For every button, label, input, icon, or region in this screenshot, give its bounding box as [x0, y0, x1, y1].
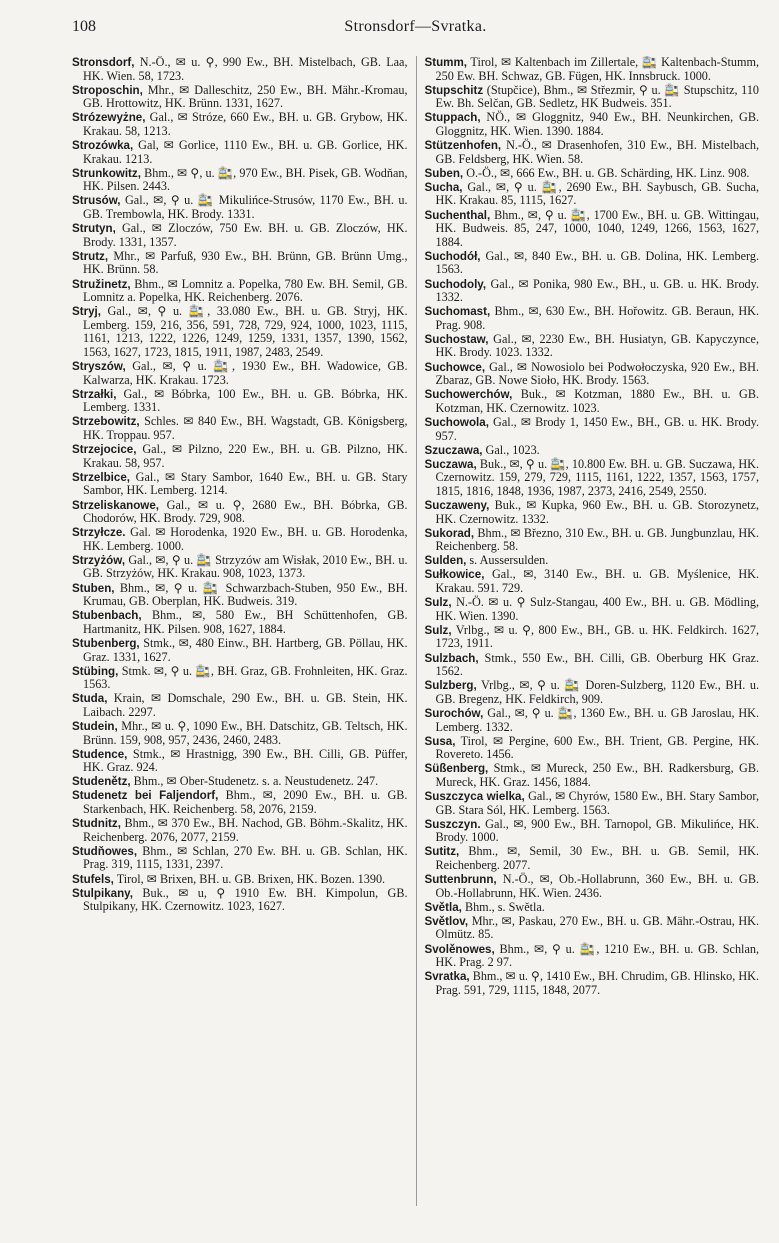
gazetteer-entry: [72, 873, 408, 887]
gazetteer-entry: [72, 250, 408, 277]
entry-text: Gal., ✉ Pilzno, 220 Ew., BH. u. GB. Pilzno, HK. Krakau. 58, 957.: [83, 442, 408, 470]
entry-text: Bhm., ✉ Ober-Studenetz. s. a. Neustudenetz. 247.: [133, 774, 379, 789]
gazetteer-entry: [72, 887, 408, 914]
entry-text: Stmk., ✉ Hrastnigg, 390 Ew., BH. Cilli, GB. Püffer, HK. Graz. 924.: [83, 746, 408, 775]
entry-text: N.-Ö. ✉ u. ⚲ Sulz-Stangau, 400 Ew., BH. u. GB. Mödling, HK. Wien. 1390.: [435, 595, 759, 623]
entry-text: Buk., ✉, ⚲ u. 🚉, 10.800 Ew. BH. u. GB. Suczawa, HK. Czernowitz. 159, 279, 729, 1115, 1161, 1222, 1357, 1563, 1757, 1815, 1816, 1848, 1936, 1987, 2373, 2416, 2549, 2550.: [435, 456, 759, 498]
gazetteer-entry: [425, 56, 760, 83]
gazetteer-entry: [72, 526, 408, 553]
entry-text: Gal., ✉, ⚲ u. 🚉, 1360 Ew., BH. u. GB Jaroslau, HK. Lemberg. 1332.: [435, 705, 759, 734]
gazetteer-entry: [72, 111, 408, 138]
entry-text: Mhr., ✉ Parfuß, 930 Ew., BH. Brünn, GB. Brünn Umg., HK. Brünn. 58.: [83, 248, 408, 277]
gazetteer-entry: [425, 901, 760, 915]
entry-headword: Stubenberg,: [72, 636, 140, 650]
entry-text: N.-Ö., ✉ u. ⚲, 990 Ew., BH. Mistelbach, GB. Laa, HK. Wien. 58, 1723.: [83, 56, 408, 83]
gazetteer-entry: [72, 139, 408, 166]
entry-headword: Suszczyca wielka,: [424, 789, 525, 803]
gazetteer-entry: [425, 790, 760, 817]
gazetteer-entry: [425, 84, 760, 111]
entry-text: Buk., ✉ u, ⚲ 1910 Ew. BH. Kimpolun, GB. Stulpikany, HK. Czernowitz. 1023, 1627.: [83, 885, 408, 914]
entry-text: Gal., ✉ Ponika, 980 Ew., BH., u. GB. u. HK. Brody. 1332.: [435, 276, 759, 305]
entry-text: Stmk., 550 Ew., BH. Cilli, GB. Oberburg HK Graz. 1562.: [435, 650, 759, 679]
entry-text: Gal., ✉ Stary Sambor, 1640 Ew., BH. u. GB. Stary Sambor, HK. Lemberg. 1214.: [83, 469, 408, 498]
gazetteer-entry: [72, 443, 408, 470]
page-header: [72, 18, 759, 44]
entry-headword: Stuben,: [72, 581, 115, 595]
entry-headword: Stubenbach,: [72, 609, 142, 623]
gazetteer-entry: [425, 250, 760, 277]
gazetteer-entry: [72, 609, 408, 636]
entry-headword: Stumm,: [424, 56, 468, 69]
entry-text: Bhm., ✉ Schlan, 270 Ew. BH. u. GB. Schlan, HK. Prag. 319, 1115, 1331, 2397.: [83, 843, 408, 872]
entry-headword: Strózewyżne,: [72, 111, 146, 125]
entry-text: Gal., 1023.: [485, 442, 540, 457]
gazetteer-entry: [72, 56, 408, 83]
entry-text: Stmk., ✉ Mureck, 250 Ew., BH. Radkersburg, GB. Mureck, HK. Graz. 1456, 1884.: [435, 761, 759, 789]
entry-text: Bhm., ✉, 630 Ew., BH. Hořowitz. GB. Beraun, HK. Prag. 908.: [435, 304, 759, 332]
entry-text: Bhm., ✉ u. ⚲, 1410 Ew., BH. Chrudim, GB. Hlinsko, HK. Prag. 591, 729, 1115, 1848, 2077.: [435, 969, 759, 997]
gazetteer-entry: [425, 139, 760, 166]
entry-headword: Strzebowitz,: [72, 415, 140, 429]
entry-headword: Sutitz,: [424, 845, 460, 859]
gazetteer-entry: [425, 554, 760, 568]
entry-text: Bhm., ✉, 2090 Ew., BH. u. GB. Starkenbach, HK. Reichenberg. 58, 2076, 2159.: [83, 788, 408, 817]
gazetteer-entry: [425, 167, 760, 181]
entry-headword: Strzejocice,: [72, 443, 137, 457]
entry-headword: Stulpikany,: [72, 886, 133, 900]
gazetteer-entry: [425, 333, 760, 360]
gazetteer-entry: [425, 361, 760, 388]
gazetteer-entry: [425, 679, 760, 706]
entry-text: Bhm., ✉ 370 Ew., BH. Nachod, GB. Böhm.-Skalitz, HK. Reichenberg. 2076, 2077, 2159.: [83, 816, 408, 844]
gazetteer-entry: [425, 111, 760, 138]
entry-text: N.-Ö., ✉, Ob.-Hollabrunn, 360 Ew., BH. u. GB. Ob.-Hollabrunn, HK. Wien. 2436.: [435, 872, 759, 900]
gazetteer-entry: [72, 471, 408, 498]
entry-headword: Szuczawa,: [424, 443, 483, 457]
entry-headword: Stroposchin,: [72, 83, 143, 97]
gazetteer-entry: [72, 582, 408, 609]
entry-headword: Sulz,: [424, 623, 452, 637]
entry-headword: Studa,: [72, 692, 108, 706]
entry-headword: Stupschitz: [424, 83, 484, 97]
entry-text: Gal., ✉, 2230 Ew., BH. Husiatyn, GB. Kapyczynce, HK. Brody. 1023. 1332.: [435, 331, 759, 360]
entry-text: Gal., ✉ Brody 1, 1450 Ew., BH., GB. u. HK. Brody. 957.: [435, 414, 759, 443]
left-column: [72, 56, 416, 1206]
entry-headword: Stübing,: [72, 664, 119, 678]
gazetteer-entry: [425, 652, 760, 679]
entry-text: Gal., ✉, ⚲ u. 🚉, 2690 Ew., BH. Saybusch, GB. Sucha, HK. Krakau. 85, 1115, 1627.: [435, 179, 759, 208]
entry-headword: Suchowerchów,: [424, 388, 513, 402]
gazetteer-entry: [72, 554, 408, 581]
gazetteer-columns: [72, 56, 759, 1206]
gazetteer-entry: [72, 637, 408, 664]
gazetteer-entry: [425, 444, 760, 458]
entry-text: Bhm., ✉, ⚲ u. 🚉, 1700 Ew., BH. u. GB. Wittingau, HK. Budweis. 85, 247, 1000, 1040, 1249, 1266, 1563, 1627, 1884.: [435, 207, 759, 249]
gazetteer-entry: [425, 388, 760, 415]
gazetteer-entry: [72, 692, 408, 719]
entry-text: Buk., ✉ Kotzman, 1880 Ew., BH. u. GB. Kotzman, HK. Czernowitz. 1023.: [435, 387, 759, 415]
gazetteer-entry: [425, 209, 760, 250]
entry-headword: Süßenberg,: [424, 762, 489, 776]
entry-text: Gal, ✉ Gorlice, 1110 Ew., BH. u. GB. Gorlice, HK. Krakau. 1213.: [83, 138, 408, 166]
entry-headword: Suchostaw,: [424, 332, 489, 346]
entry-headword: Strzyłcze.: [72, 526, 126, 540]
gazetteer-entry: [425, 707, 760, 734]
gazetteer-entry: [425, 181, 760, 208]
entry-text: Tirol, ✉ Pergine, 600 Ew., BH. Trient, GB. Pergine, HK. Rovereto. 1456.: [435, 733, 759, 762]
gazetteer-entry: [72, 665, 408, 692]
entry-headword: Světla,: [424, 900, 462, 914]
entry-text: Schles. ✉ 840 Ew., BH. Wagstadt, GB. Königsberg, HK. Troppau. 957.: [83, 414, 408, 443]
gazetteer-entry: [72, 720, 408, 747]
entry-text: Bhm., ✉ ⚲, u. 🚉, 970 Ew., BH. Pisek, GB. Wodňan, HK. Pilsen. 2443.: [83, 165, 408, 194]
entry-text: NÖ., ✉ Gloggnitz, 940 Ew., BH. Neunkirchen, GB. Gloggnitz, HK. Wien. 1390. 1884.: [435, 110, 759, 138]
entry-headword: Suczawa,: [424, 457, 477, 471]
gazetteer-entry: [425, 499, 760, 526]
entry-headword: Stufels,: [72, 872, 114, 886]
entry-headword: Strzeliskanowe,: [72, 498, 159, 512]
entry-headword: Strusów,: [72, 194, 121, 208]
entry-text: Bhm., ✉, Semil, 30 Ew., BH. u. GB. Semil, HK. Reichenberg. 2077.: [435, 844, 759, 872]
entry-headword: Studnitz,: [72, 817, 121, 831]
entry-headword: Svolěnowes,: [424, 942, 495, 956]
right-column: [416, 56, 760, 1206]
gazetteer-entry: [425, 845, 760, 872]
entry-text: Gal., ✉, ⚲ u. 🚉, 33.080 Ew., BH. u. GB. Stryj, HK. Lemberg. 159, 216, 356, 591, 728, 729, 924, 1000, 1023, 1115, 1161, 1213, 1222, 1226, 1249, 1259, 1331, 1357, 1390, 1562, 1563, 1627, 1723, 1815, 1911, 1987, 2483, 2549.: [83, 304, 408, 359]
entry-headword: Sulden,: [424, 554, 467, 568]
entry-text: Gal., ✉, ⚲ u. 🚉 Strzyzów am Wisłak, 2010 Ew., BH. u. GB. Strzyżów, HK. Krakau. 908, 1023, 1373.: [83, 552, 408, 581]
gazetteer-entry: [425, 527, 760, 554]
entry-text: Mhr., ✉ u. ⚲, 1090 Ew., BH. Datschitz, GB. Teltsch, HK. Brünn. 159, 908, 957, 2436, 2460, 2483.: [83, 719, 408, 747]
entry-text: s. Aussersulden.: [469, 553, 549, 568]
gazetteer-entry: [72, 499, 408, 526]
entry-headword: Strutyn,: [72, 222, 116, 236]
entry-headword: Sukorad,: [424, 526, 475, 540]
gazetteer-entry: [425, 873, 760, 900]
gazetteer-entry: [72, 167, 408, 194]
entry-text: Vrlbg., ✉, ⚲ u. 🚉 Doren-Sulzberg, 1120 Ew., BH. u. GB. Bregenz, HK. Feldkirch, 909.: [435, 678, 759, 706]
gazetteer-entry: [72, 817, 408, 844]
gazetteer-entry: [72, 388, 408, 415]
gazetteer-entry: [425, 735, 760, 762]
entry-headword: Strozówka,: [72, 139, 134, 153]
entry-text: Krain, ✉ Domschale, 290 Ew., BH. u. GB. Stein, HK. Laibach. 2297.: [83, 691, 408, 719]
entry-headword: Studein,: [72, 720, 118, 733]
entry-text: Gal., ✉ Zloczów, 750 Ew. BH. u. GB. Zloczów, HK. Brody. 1331, 1357.: [83, 221, 408, 249]
gazetteer-entry: [72, 775, 408, 789]
entry-text: Gal., ✉, 840 Ew., BH. u. GB. Dolina, HK. Lemberg. 1563.: [435, 248, 759, 277]
entry-text: Bhm., s. Swětla.: [464, 899, 545, 914]
entry-headword: Strutz,: [72, 249, 109, 263]
gazetteer-entry: [425, 915, 760, 942]
entry-headword: Stronsdorf,: [72, 56, 135, 69]
entry-headword: Suchowce,: [424, 360, 486, 374]
entry-headword: Sulzberg,: [424, 679, 477, 693]
entry-headword: Stružinetz,: [72, 277, 131, 291]
entry-headword: Sułkowice,: [424, 568, 485, 582]
gazetteer-entry: [72, 845, 408, 872]
entry-text: Gal., ✉ Nowosiolo bei Podwołoczyska, 920 Ew., BH. Zbaraz, GB. Nowe Sioło, HK. Brody. 1563.: [435, 359, 759, 388]
gazetteer-entry: [72, 360, 408, 387]
gazetteer-entry: [72, 84, 408, 111]
entry-text: Bhm., ✉ Březno, 310 Ew., BH. u. GB. Jungbunzlau, HK. Reichenberg. 58.: [435, 525, 759, 554]
entry-headword: Stryj,: [72, 305, 101, 319]
entry-headword: Sulzbach,: [424, 651, 479, 665]
entry-headword: Studence,: [72, 747, 128, 761]
entry-headword: Suszczyn.: [424, 817, 481, 831]
entry-headword: Suchowola,: [424, 415, 489, 429]
entry-headword: Suchenthal,: [424, 208, 491, 222]
entry-headword: Strunkowitz,: [72, 166, 141, 180]
entry-text: Gal., ✉, ⚲ u. 🚉 Mikulińce-Strusów, 1170 Ew., BH. u. GB. Trembowla, HK. Brody. 1331.: [83, 193, 408, 222]
entry-text: Gal., ✉ Bóbrka, 100 Ew., BH. u. GB. Bóbrka, HK. Lemberg. 1331.: [83, 386, 408, 415]
entry-headword: Suchodół,: [424, 249, 481, 263]
gazetteer-entry: [72, 194, 408, 221]
entry-headword: Stuppach,: [424, 111, 481, 125]
entry-text: Stmk. ✉, ⚲ u. 🚉, BH. Graz, GB. Frohnleiten, HK. Graz. 1563.: [83, 663, 408, 692]
gazetteer-entry: [425, 568, 760, 595]
entry-headword: Studenetz bei Faljendorf,: [72, 789, 219, 803]
entry-headword: Studenětz,: [72, 775, 131, 789]
entry-text: (Stupčice), Bhm., ✉ Střezmir, ⚲ u. 🚉 Stupschitz, 110 Ew. Bh. Selčan, GB. Sedletz, HK Budweis. 351.: [435, 82, 759, 111]
entry-text: Vrlbg., ✉ u. ⚲, 800 Ew., BH., GB. u. HK. Feldkirch. 1627, 1723, 1911.: [435, 622, 759, 651]
entry-headword: Svratka,: [424, 970, 470, 984]
entry-text: Gal., ✉, 3140 Ew., BH. u. GB. Myślenice, HK. Krakau. 591. 729.: [435, 567, 759, 596]
gazetteer-entry: [72, 415, 408, 442]
entry-headword: Suchodoly,: [424, 277, 487, 291]
gazetteer-entry: [425, 943, 760, 970]
gazetteer-entry: [72, 748, 408, 775]
entry-text: Bhm., ✉, ⚲ u. 🚉 Schwarzbach-Stuben, 950 Ew., BH. Krumau, GB. Oberplan, HK. Budweis. 319.: [83, 580, 408, 609]
entry-text: Gal., ✉, 900 Ew., BH. Tarnopol, GB. Mikulińce, HK. Brody. 1000.: [435, 816, 759, 845]
entry-text: Buk., ✉ Kupka, 960 Ew., BH. u. GB. Storozynetz, HK. Czernowitz. 1332.: [435, 498, 759, 526]
gazetteer-entry: [72, 305, 408, 359]
entry-headword: Stützenhofen,: [424, 139, 502, 153]
running-head: Stronsdorf—Svratka.: [344, 18, 487, 35]
entry-headword: Suttenbrunn,: [424, 873, 497, 887]
entry-text: Gal., ✉, ⚲ u. 🚉, 1930 Ew., BH. Wadowice, GB. Kalwarza, HK. Krakau. 1723.: [83, 359, 408, 387]
entry-headword: Světlov,: [424, 914, 469, 928]
entry-headword: Surochów,: [424, 706, 484, 720]
entry-text: N.-Ö., ✉ Drasenhofen, 310 Ew., BH. Mistelbach, GB. Feldsberg, HK. Wien. 58.: [435, 138, 759, 166]
entry-text: Tirol, ✉ Brixen, BH. u. GB. Brixen, HK. Bozen. 1390.: [116, 871, 386, 886]
entry-text: Stmk., ✉, 480 Einw., BH. Hartberg, GB. Pöllau, HK. Graz. 1331, 1627.: [83, 635, 408, 664]
entry-text: Gal. ✉ Horodenka, 1920 Ew., BH. u. GB. Horodenka, HK. Lemberg. 1000.: [83, 525, 408, 553]
entry-headword: Suben,: [424, 166, 464, 180]
entry-headword: Strzałki,: [72, 387, 117, 401]
entry-headword: Studňowes,: [72, 844, 138, 858]
entry-text: Gal., ✉ u. ⚲, 2680 Ew., BH. Bóbrka, GB. Chodorów, HK. Brody. 729, 908.: [83, 497, 408, 526]
gazetteer-entry: [425, 762, 760, 789]
gazetteer-entry: [72, 278, 408, 305]
gazetteer-entry: [425, 416, 760, 443]
gazetteer-entry: [425, 458, 760, 499]
gazetteer-entry: [72, 789, 408, 816]
gazetteer-entry: [425, 278, 760, 305]
entry-headword: Sucha,: [424, 180, 463, 194]
gazetteer-entry: [72, 222, 408, 249]
gazetteer-entry: [425, 624, 760, 651]
gazetteer-entry: [425, 818, 760, 845]
entry-text: Mhr., ✉, Paskau, 270 Ew., BH. u. GB. Mähr.-Ostrau, HK. Olmütz. 85.: [435, 913, 759, 942]
entry-text: O.-Ö., ✉, 666 Ew., BH. u. GB. Schärding, HK. Linz. 908.: [466, 165, 750, 180]
entry-headword: Susa,: [424, 734, 456, 748]
entry-headword: Strzelbice,: [72, 470, 130, 484]
entry-headword: Suczaweny,: [424, 499, 490, 512]
gazetteer-entry: [425, 970, 760, 997]
entry-text: Bhm., ✉, 580 Ew., BH Schüttenhofen, GB. Hartmanitz, HK. Pilsen. 908, 1627, 1884.: [83, 608, 408, 636]
entry-text: Gal., ✉ Chyrów, 1580 Ew., BH. Stary Sambor, GB. Stara Sól, HK. Lemberg. 1563.: [435, 788, 759, 817]
entry-headword: Stryszów,: [72, 360, 126, 374]
entry-headword: Suchomast,: [424, 305, 491, 319]
entry-text: Tirol, ✉ Kaltenbach im Zillertale, 🚉 Kaltenbach-Stumm, 250 Ew. BH. Schwaz, GB. Fügen, HK. Innsbruck. 1000.: [435, 56, 759, 83]
entry-text: Mhr., ✉ Dalleschitz, 250 Ew., BH. Mähr.-Kromau, GB. Hrottowitz, HK. Brünn. 1331, 1627.: [83, 82, 408, 111]
entry-headword: Strzyżów,: [72, 553, 126, 567]
entry-text: Bhm., ✉ Lomnitz a. Popelka, 780 Ew. BH. Semil, GB. Lomnitz a. Popelka, HK. Reichenberg. 2076.: [83, 276, 408, 305]
gazetteer-entry: [425, 305, 760, 332]
page-number: 108: [72, 18, 96, 35]
entry-text: Gal., ✉ Stróze, 660 Ew., BH. u. GB. Grybow, HK. Krakau. 58, 1213.: [83, 110, 408, 138]
entry-headword: Sulz,: [424, 596, 452, 610]
entry-text: Bhm., ✉, ⚲ u. 🚉, 1210 Ew., BH. u. GB. Schlan, HK. Prag. 2 97.: [435, 941, 759, 970]
gazetteer-entry: [425, 596, 760, 623]
